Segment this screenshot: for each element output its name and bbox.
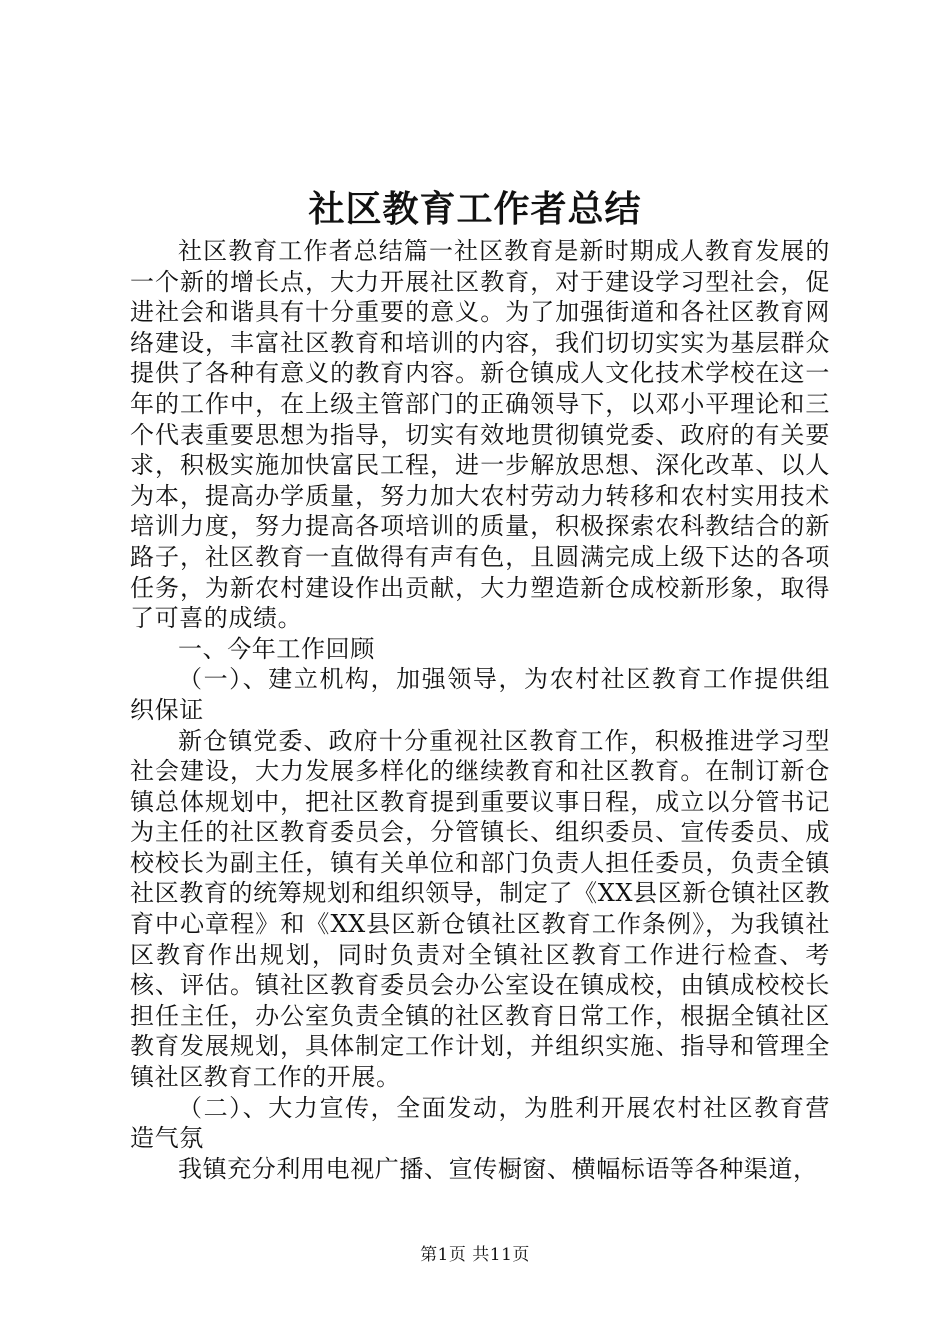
paragraph-intro: 社区教育工作者总结篇一社区教育是新时期成人教育发展的一个新的增长点，大力开展社区教育，对于建设学习型社会，促进社会和谐具有十分重要的意义。为了加强街道和各社区教育网络建设，丰富社区教育和培训的内容，我们切切实实为基层群众提供了各种有意义的教育内容。新仓镇成人文化技术学校在这一年的工作中，在上级主管部门的正确领导下，以邓小平理论和三个代表重要思想为指导，切实有效地贯彻镇党委、政府的有关要求，积极实施加快富民工程，进一步解放思想、深化改革、以人为本，提高办学质量，努力加大农村劳动力转移和农村实用技术培训力度，努力提高各项培训的质量，积极探索农科教结合的新路子，社区教育一直做得有声有色，且圆满完成上级下达的各项任务，为新农村建设作出贡献，大力塑造新仓成校新形象，取得了可喜的成绩。 <box>130 237 830 633</box>
page-number-footer: 第1页 共11页 <box>420 1245 530 1265</box>
subsection-heading-1: （一）、建立机构，加强领导，为农村社区教育工作提供组织保证 <box>130 665 830 724</box>
section-heading-review: 一、今年工作回顾 <box>178 634 375 663</box>
document-title: 社区教育工作者总结 <box>308 188 642 230</box>
paragraph-organization: 新仓镇党委、政府十分重视社区教育工作，积极推进学习型社会建设，大力发展多样化的继续教育和社区教育。在制订新仓镇总体规划中，把社区教育提到重要议事日程，成立以分管书记为主任的社区教育委员会，分管镇长、组织委员、宣传委员、成校校长为副主任，镇有关单位和部门负责人担任委员，负责全镇社区教育的统筹规划和组织领导，制定了《XX县区新仓镇社区教育中心章程》和《XX县区新仓镇社区教育工作条例》，为我镇社区教育作出规划，同时负责对全镇社区教育工作进行检查、考核、评估。镇社区教育委员会办公室设在镇成校，由镇成校校长担任主任，办公室负责全镇的社区教育日常工作，根据全镇社区教育发展规划，具体制定工作计划，并组织实施、指导和管理全镇社区教育工作的开展。 <box>130 726 830 1092</box>
paragraph-publicity: 我镇充分利用电视广播、宣传橱窗、横幅标语等各种渠道， <box>178 1154 818 1183</box>
document-body <box>130 236 830 1184</box>
subsection-heading-2: （二）、大力宣传，全面发动，为胜利开展农村社区教育营造气氛 <box>130 1093 830 1153</box>
